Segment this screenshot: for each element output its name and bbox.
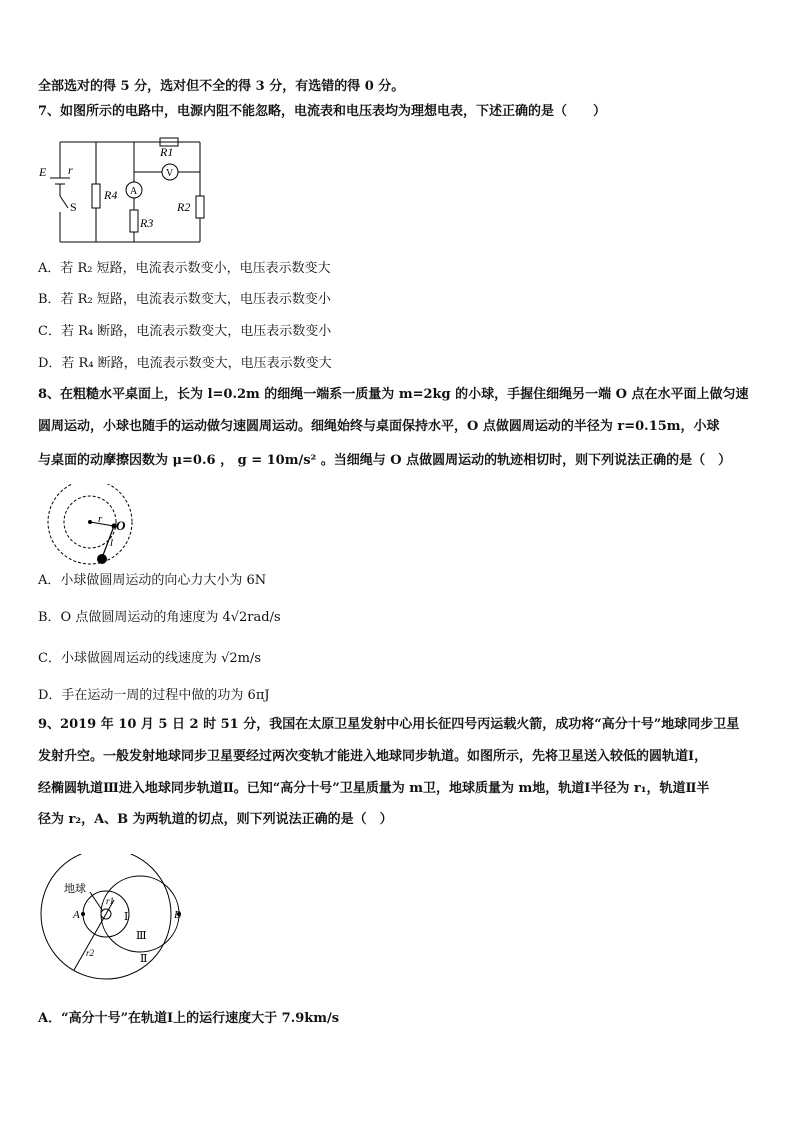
label-r1: r1 (106, 896, 115, 906)
label-B: B (174, 909, 181, 921)
label-r2: r2 (86, 948, 95, 958)
q7-stem: 7、如图所示的电路中，电源内阻不能忽略，电流表和电压表均为理想电表，下述正确的是（ ） (38, 104, 607, 119)
label-r: r (68, 163, 73, 177)
scoring-rule: 全部选对的得 5 分，选对但不全的得 3 分，有选错的得 0 分。 (38, 79, 405, 94)
q8-circular-motion-figure (44, 484, 140, 566)
q7-circuit-diagram (36, 134, 212, 246)
label-O: O (116, 518, 126, 533)
label-r: r (98, 513, 103, 525)
q8-option-d: D．手在运动一周的过程中做的功为 6πJ (38, 688, 270, 703)
q7-option-a: A．若 R₂ 短路，电流表示数变小，电压表示数变大 (38, 261, 331, 276)
q8-option-b: B．O 点做圆周运动的角速度为 4√2rad/s (38, 610, 281, 625)
label-S: S (70, 200, 77, 214)
label-earth: 地球 (64, 883, 86, 895)
q8-stem-line-3: 与桌面的动摩擦因数为 μ=0.6 ， g = 10m/s² 。当细绳与 O 点做圆周运动的轨迹相切时，则下列说法正确的是（ ） (38, 453, 732, 468)
q8-stem-line-2: 圆周运动，小球也随手的运动做匀速圆周运动。细绳始终与桌面保持水平，O 点做圆周运动的半径为 r=0.15m，小球 (38, 419, 720, 434)
label-R1: R1 (160, 145, 174, 159)
q9-orbit-diagram (40, 854, 190, 984)
q9-option-a: A．“高分十号”在轨道Ⅰ上的运行速度大于 7.9km/s (38, 1011, 340, 1026)
q7-option-b: B．若 R₂ 短路，电流表示数变大，电压表示数变小 (38, 292, 331, 307)
q8-option-c: C．小球做圆周运动的线速度为 √2m/s (38, 651, 262, 666)
label-R2: R2 (177, 200, 191, 214)
q9-stem-line-4: 径为 r₂，A、B 为两轨道的切点，则下列说法正确的是（ ） (38, 812, 393, 827)
q7-option-c: C．若 R₄ 断路，电流表示数变大，电压表示数变小 (38, 324, 332, 339)
label-E: E (39, 165, 47, 179)
label-l: l (110, 537, 114, 549)
voltmeter-label: V (166, 168, 174, 179)
q9-stem-line-3: 经椭圆轨道Ⅲ进入地球同步轨道Ⅱ。已知“高分十号”卫星质量为 m卫，地球质量为 m地，轨道Ⅰ半径为 r₁，轨道Ⅱ半 (38, 781, 710, 796)
label-R3: R3 (140, 216, 154, 230)
q9-stem-line-1: 9、2019 年 10 月 5 日 2 时 51 分，我国在太原卫星发射中心用长征四号丙运载火箭，成功将“高分十号”地球同步卫星 (38, 717, 740, 732)
ammeter-label: A (130, 186, 138, 197)
q8-stem-line-1: 8、在粗糙水平桌面上，长为 l=0.2m 的细绳一端系一质量为 m=2kg 的小球，手握住细绳另一端 O 点在水平面上做匀速 (38, 387, 749, 402)
label-A: A (73, 909, 80, 921)
q8-option-a: A．小球做圆周运动的向心力大小为 6N (38, 573, 267, 588)
label-orbit-2: Ⅱ (140, 953, 148, 965)
q7-option-d: D．若 R₄ 断路，电流表示数变大，电压表示数变大 (38, 356, 332, 371)
q9-stem-line-2: 发射升空。一般发射地球同步卫星要经过两次变轨才能进入地球同步轨道。如图所示，先将卫星送入较低的圆轨道Ⅰ， (38, 749, 708, 764)
label-orbit-3: Ⅲ (136, 930, 147, 942)
label-R4: R4 (104, 188, 118, 202)
label-orbit-1: Ⅰ (124, 911, 129, 923)
